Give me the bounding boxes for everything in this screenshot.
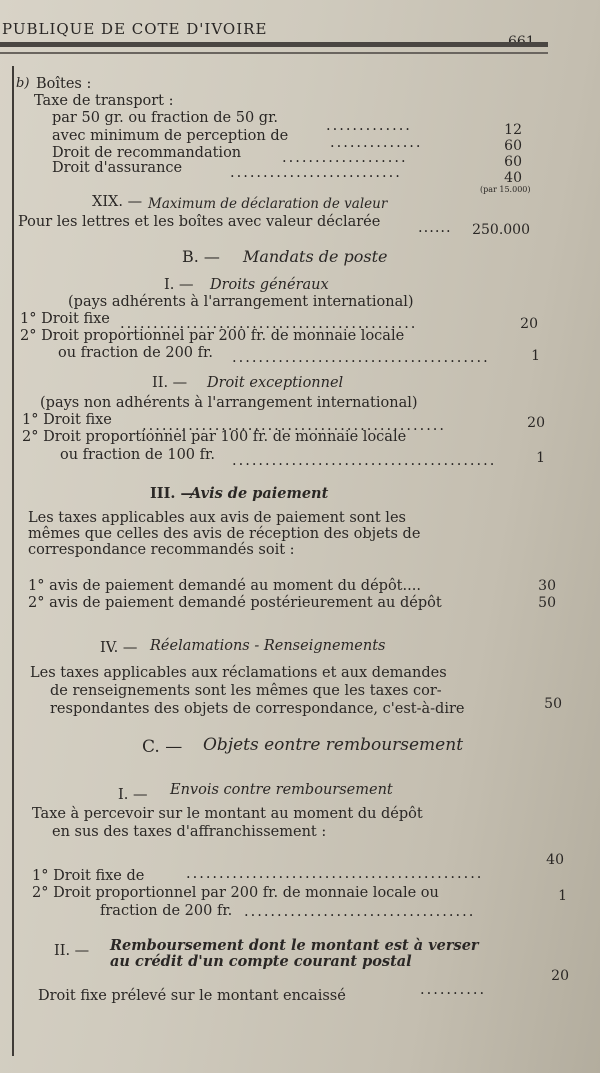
xix-number: XIX. — (92, 194, 143, 210)
b-i-prop-line1: 2° Droit proportionnel par 200 fr. de monnaie locale (20, 328, 405, 344)
leader-dots: ............................................. (120, 316, 418, 332)
b-ii-number: II. — (152, 375, 188, 391)
c-ii-heading-line2: au crédit d'un compte courant postal (110, 953, 412, 970)
b-i-fixe-value: 20 (520, 316, 538, 332)
b-ii-fixe-value: 20 (527, 415, 545, 431)
value-minimum: 60 (504, 138, 522, 154)
c-i-number: I. — (118, 787, 148, 803)
par-50-gr: par 50 gr. ou fraction de 50 gr. (52, 110, 279, 126)
droit-assurance: Droit d'assurance (52, 160, 183, 176)
margin-rule (12, 66, 14, 1056)
b-ii-subtitle: (pays non adhérents à l'arrangement international) (40, 395, 418, 411)
b-iii-para1: Les taxes applicables aux avis de paiement sont les (28, 510, 406, 526)
b-iv-heading: Réelamations - Renseignements (150, 638, 386, 654)
b-iii-para3: correspondance recommandés soit : (28, 542, 295, 558)
section-c-prefix: C. — (142, 737, 183, 757)
leader-dots: ................... (282, 150, 408, 166)
c-ii-heading-line1: Remboursement dont le montant est à verser (110, 937, 479, 954)
b-iv-value: 50 (544, 696, 562, 712)
note-par-15000: (par 15.000) (480, 185, 531, 194)
b-iv-para3: respondantes des objets de correspondance, c'est-à-dire (50, 701, 465, 717)
c-i-prop-line1: 2° Droit proportionnel par 200 fr. de monnaie locale ou (32, 885, 439, 901)
section-c-title: Objets eontre remboursement (203, 735, 464, 755)
b-iii-number: III. — (150, 485, 195, 502)
leader-dots: ................................... (244, 904, 476, 920)
c-ii-number: II. — (54, 943, 90, 959)
boites-label: Boîtes : (36, 76, 92, 92)
c-i-prop-value: 1 (558, 888, 567, 904)
c-i-fixe-value: 40 (546, 852, 564, 868)
b-iv-para2: de renseignements sont les mêmes que les taxes cor- (50, 683, 442, 699)
b-i-number: I. — (164, 277, 194, 293)
c-i-heading: Envois contre remboursement (170, 782, 393, 798)
c-i-prop-line2: fraction de 200 fr. (100, 903, 233, 919)
b-ii-prop-value: 1 (536, 450, 545, 466)
b-iii-item2: 2° avis de paiement demandé postérieurement au dépôt (28, 595, 442, 611)
label-b: b) (16, 76, 30, 91)
b-i-prop-line2: ou fraction de 200 fr. (58, 345, 213, 361)
leader-dots: .............................................. (142, 418, 447, 434)
header-rule-thick (0, 42, 548, 47)
b-iii-heading: Avis de paiement (190, 485, 329, 502)
value-par50: 12 (504, 122, 522, 138)
leader-dots: ............................................. (186, 866, 484, 882)
xix-heading: Maximum de déclaration de valeur (148, 196, 388, 212)
leader-dots: .......... (420, 982, 487, 998)
b-iii-para2: mêmes que celles des avis de réception des objets de (28, 526, 421, 542)
c-i-para2: en sus des taxes d'affranchissement : (52, 824, 327, 840)
header-rule-thin (0, 52, 548, 54)
leader-dots: ...... (418, 220, 452, 236)
c-i-para1: Taxe à percevoir sur le montant au moment du dépôt (32, 806, 423, 822)
c-ii-line: Droit fixe prélevé sur le montant encaissé (38, 988, 346, 1004)
b-i-subtitle: (pays adhérents à l'arrangement international) (68, 294, 414, 310)
leader-dots: .............. (330, 135, 423, 151)
b-iii-item2-value: 50 (538, 595, 556, 611)
value-recommandation: 60 (504, 154, 522, 170)
leader-dots: ....................................... (232, 350, 490, 366)
b-ii-droit-fixe: 1° Droit fixe (22, 412, 112, 428)
leader-dots: .......................... (230, 165, 402, 181)
b-i-droit-fixe: 1° Droit fixe (20, 311, 110, 327)
leader-dots: ............. (326, 118, 412, 134)
xix-line: Pour les lettres et les boîtes avec valeur déclarée (18, 214, 381, 230)
leader-dots: ........................................ (232, 453, 497, 469)
section-b-title: Mandats de poste (243, 247, 388, 266)
b-ii-heading: Droit exceptionnel (207, 375, 344, 391)
b-ii-prop-line2: ou fraction de 100 fr. (60, 447, 215, 463)
section-b-prefix: B. — (182, 247, 220, 266)
taxe-transport: Taxe de transport : (34, 93, 174, 109)
running-header: PUBLIQUE DE COTE D'IVOIRE (2, 20, 268, 38)
b-iii-item1-value: 30 (538, 578, 556, 594)
b-ii-prop-line1: 2° Droit proportionnel par 100 fr. de monnaie locale (22, 429, 407, 445)
b-iv-para1: Les taxes applicables aux réclamations et aux demandes (30, 665, 447, 681)
droit-recommandation: Droit de recommandation (52, 145, 242, 161)
c-i-droit-fixe: 1° Droit fixe de (32, 868, 145, 884)
value-assurance: 40 (504, 170, 522, 186)
b-i-prop-value: 1 (531, 348, 540, 364)
b-iii-item1: 1° avis de paiement demandé au moment du dépôt.... (28, 578, 421, 594)
b-i-heading: Droits généraux (210, 277, 329, 293)
avec-minimum: avec minimum de perception de (52, 128, 289, 144)
c-ii-value: 20 (551, 968, 569, 984)
xix-value: 250.000 (472, 222, 530, 238)
b-iv-number: IV. — (100, 640, 138, 656)
